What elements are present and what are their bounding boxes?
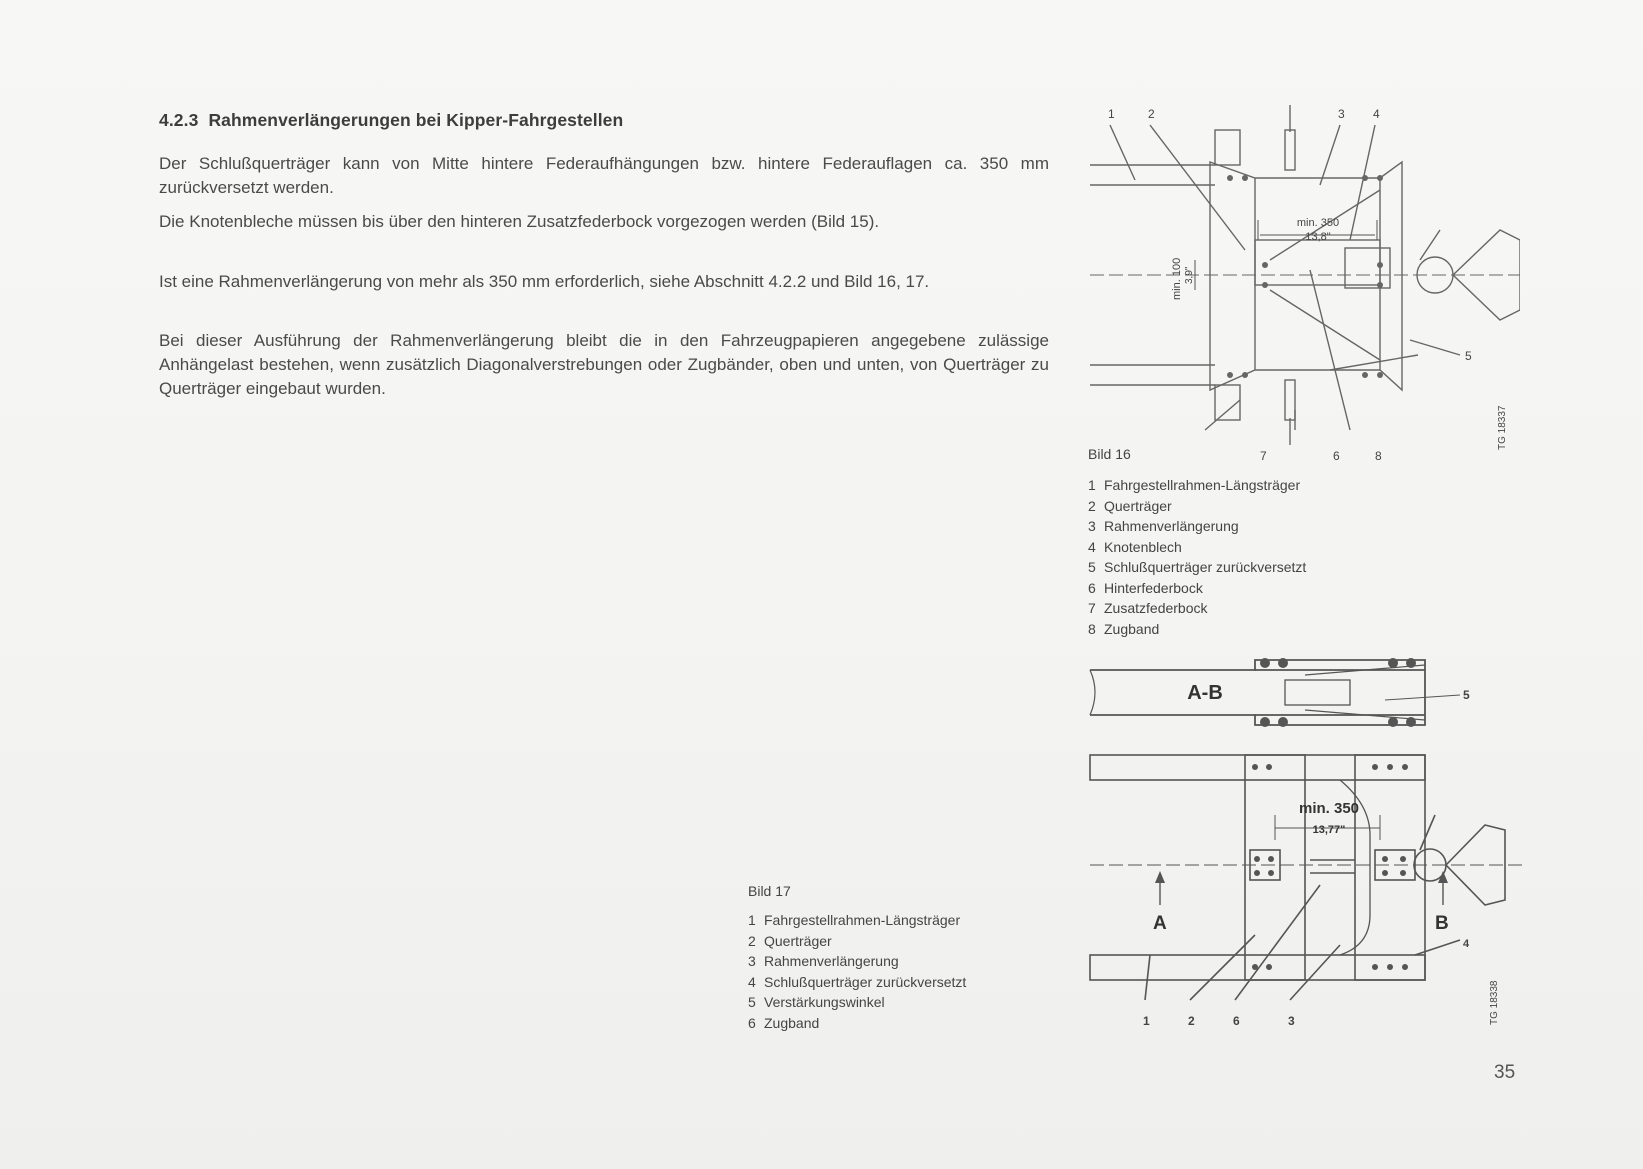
page-number: 35: [1494, 1062, 1516, 1083]
legend-item: 2 Querträger: [748, 932, 832, 949]
paragraph-3: Ist eine Rahmenverlängerung von mehr als 350 mm erforderlich, siehe Abschnitt 4.2.2 und Bild 16, 17.: [159, 272, 930, 291]
legend-item: 6 Zugband: [748, 1014, 820, 1031]
fig16-callout-7: 7: [1260, 449, 1267, 460]
legend-item: 5 Verstärkungswinkel: [748, 994, 885, 1010]
figure-16-legend: [1088, 475, 1306, 639]
fig16-dim-side: min. 100: [1171, 257, 1183, 300]
figure-17-legend: [748, 910, 966, 1033]
fig17-callout-5: 5: [1463, 688, 1470, 702]
fig16-dim-inch: 13,8": [1305, 231, 1331, 243]
paragraph-4: Bei dieser Ausführung der Rahmenverlängerung bleibt die in den Fahrzeugpapieren angegebene zulässige Anhängelast bestehen, wenn zusätzlich Diagonalverstrebungen oder Zugbänder, oben und unten, von Querträger zu Querträger eingebaut wurden.: [159, 331, 1049, 398]
fig17-callout-4: 4: [1463, 938, 1470, 950]
fig17-code: TG 18338: [1489, 980, 1500, 1025]
paragraph-2: Die Knotenbleche müssen bis über den hinteren Zusatzfederbock vorgezogen werden (Bild 15).: [159, 212, 880, 231]
fig17-dim-inch: 13,77": [1312, 824, 1346, 836]
legend-item: 4 Knotenblech: [1088, 538, 1182, 555]
figure-16-label: Bild 16: [1088, 446, 1131, 462]
figure-16-drawing: [1080, 100, 1520, 460]
fig17-section-label: A-B: [1187, 682, 1223, 704]
fig17-callout-1: 1: [1143, 1014, 1150, 1028]
fig16-callout-4: 4: [1373, 107, 1380, 121]
legend-item: 4 Schlußquerträger zurückversetzt: [748, 973, 967, 990]
fig16-dim-side-inch: 3,9": [1184, 266, 1195, 284]
legend-item: 3 Rahmenverlängerung: [748, 953, 899, 969]
section-title: Rahmenverlängerungen bei Kipper-Fahrgestellen: [208, 110, 624, 130]
fig17-dim-main: min. 350: [1298, 800, 1360, 817]
figure-17-drawing: [1085, 655, 1525, 1030]
fig17-marker-a: A: [1153, 913, 1167, 934]
fig17-callout-2: 2: [1188, 1014, 1195, 1028]
legend-item: 3 Rahmenverlängerung: [1088, 518, 1239, 534]
fig17-callout-3: 3: [1288, 1014, 1295, 1028]
legend-item: 1 Fahrgestellrahmen-Längsträger: [1088, 477, 1301, 493]
figure-17-label: Bild 17: [748, 883, 791, 899]
fig16-callout-8: 8: [1375, 449, 1382, 460]
legend-item: 2 Querträger: [1088, 497, 1172, 514]
section-heading: [159, 110, 623, 131]
fig16-callout-2: 2: [1148, 107, 1155, 121]
paragraph-1: Der Schlußquerträger kann von Mitte hintere Federaufhängungen bzw. hintere Federauflagen ca. 350 mm zurückversetzt werden.: [159, 154, 1049, 197]
fig16-code: TG 18337: [1497, 405, 1508, 450]
fig16-dim-main: min. 350: [1296, 217, 1340, 229]
section-number: 4.2.3: [159, 110, 199, 130]
fig16-callout-1: 1: [1108, 107, 1115, 121]
fig17-callout-6: 6: [1233, 1014, 1240, 1028]
fig16-callout-6: 6: [1333, 449, 1340, 460]
legend-item: 8 Zugband: [1088, 620, 1160, 637]
legend-item: 5 Schlußquerträger zurückversetzt: [1088, 559, 1307, 575]
fig16-callout-5: 5: [1465, 349, 1472, 363]
legend-item: 7 Zusatzfederbock: [1088, 600, 1208, 616]
legend-item: 6 Hinterfederbock: [1088, 579, 1203, 596]
fig16-callout-3: 3: [1338, 107, 1345, 121]
fig17-marker-b: B: [1435, 913, 1449, 934]
legend-item: 1 Fahrgestellrahmen-Längsträger: [748, 912, 961, 928]
